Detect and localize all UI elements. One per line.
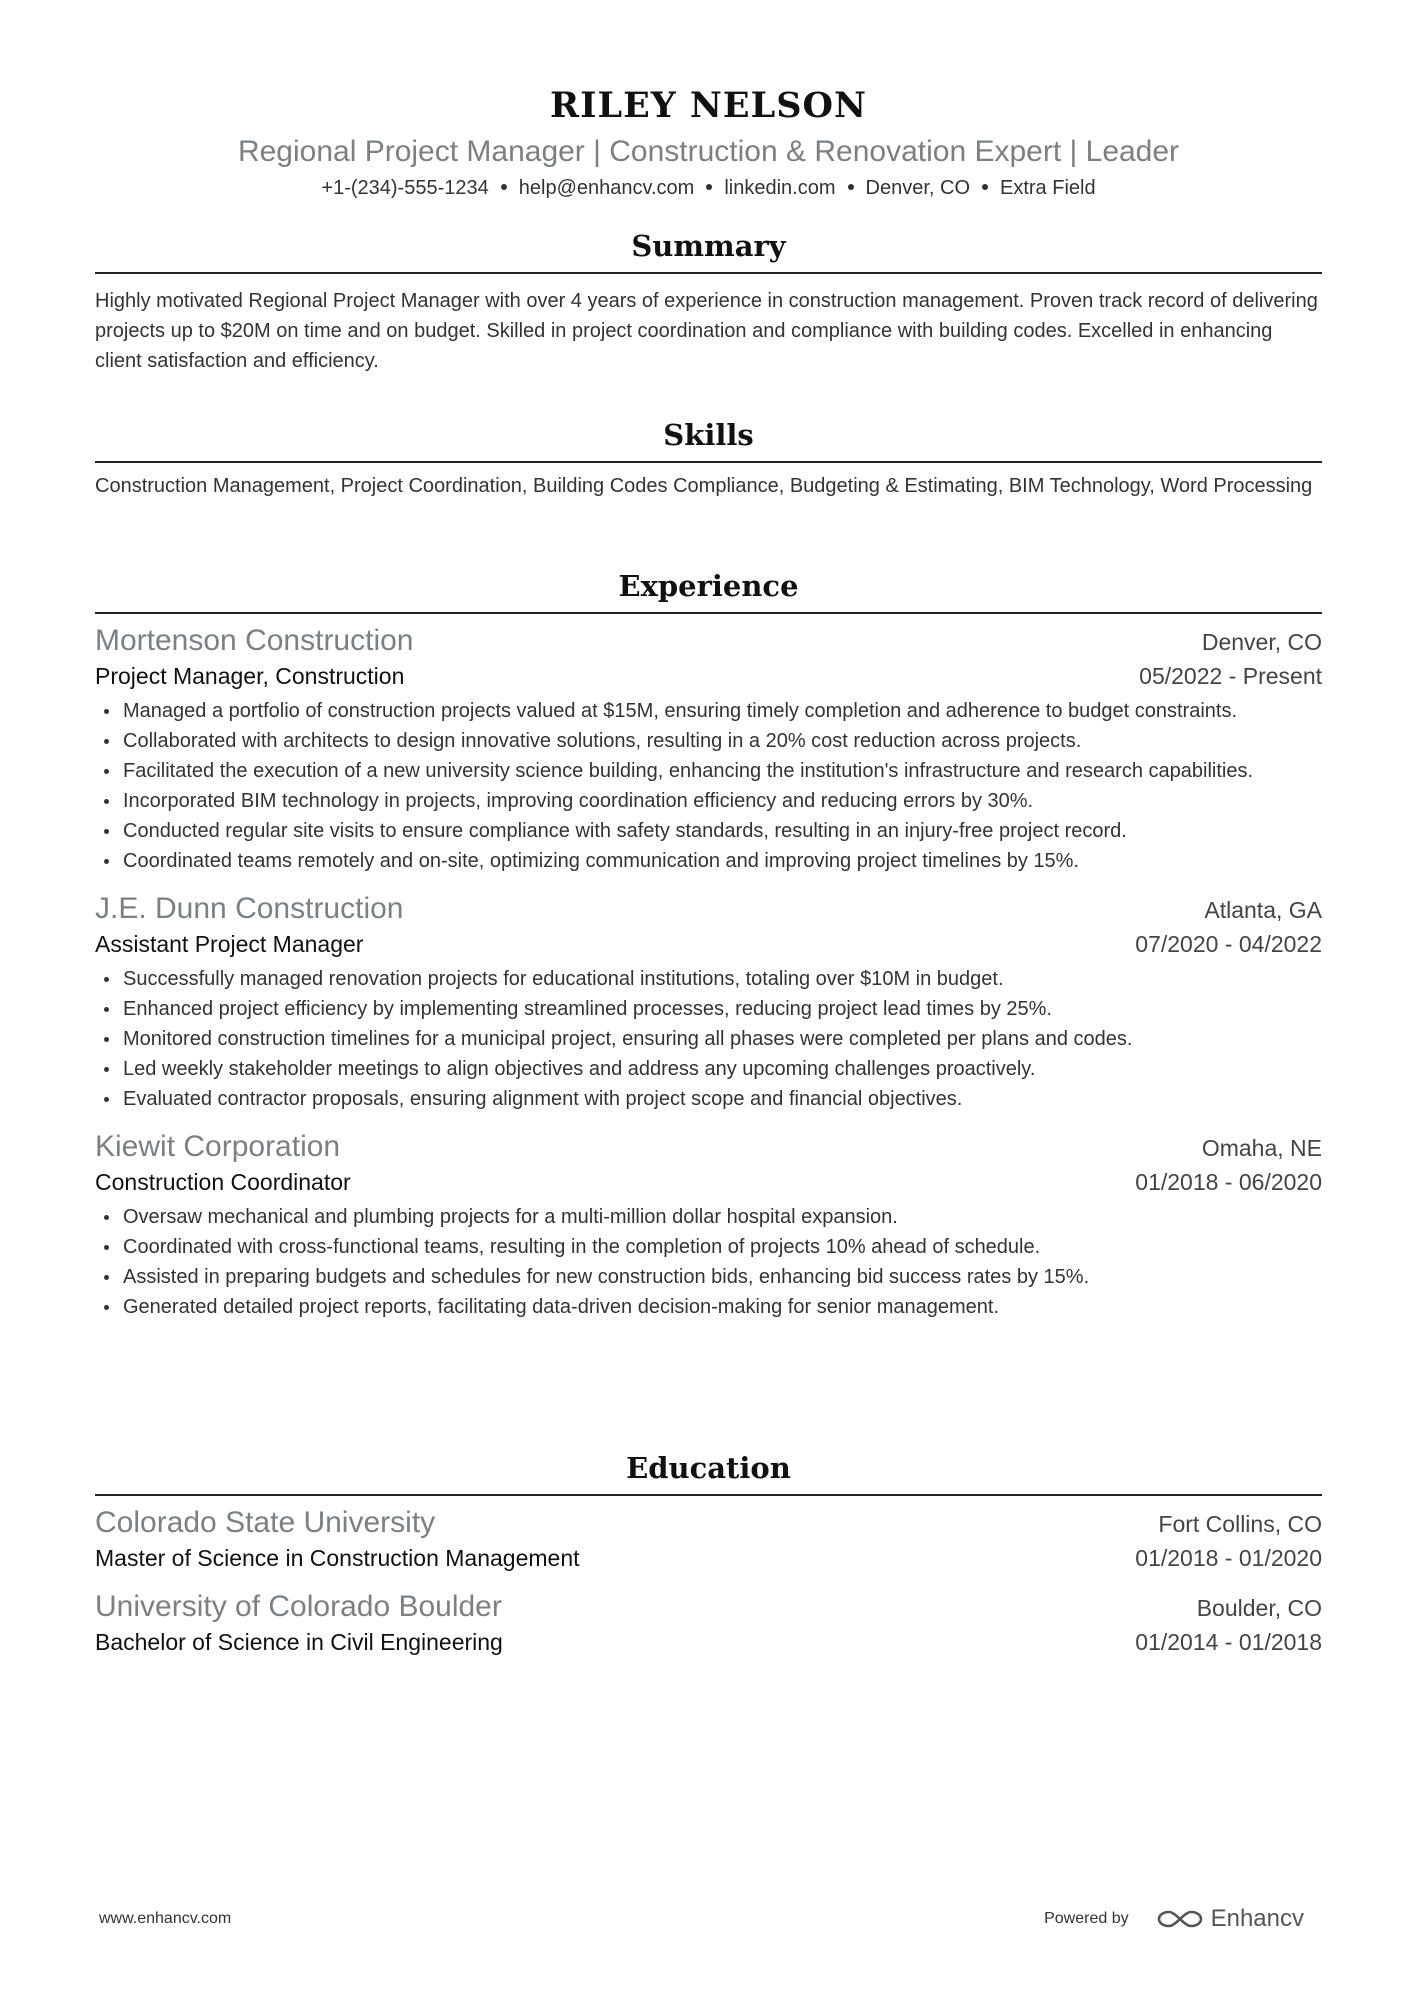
list-item: Monitored construction timelines for a municipal project, ensuring all phases were completed per plans and codes. — [95, 1024, 1322, 1054]
job-location: Denver, CO — [1201, 629, 1322, 655]
achievement-list — [95, 696, 1322, 876]
achievement-list — [95, 964, 1322, 1114]
brand-logo[interactable] — [1157, 1905, 1304, 1933]
achievement-list — [95, 1202, 1322, 1322]
contact-linkedin: linkedin.com — [724, 177, 836, 199]
degree: Bachelor of Science in Civil Engineering — [95, 1629, 503, 1655]
education-dates: 01/2018 - 01/2020 — [1135, 1545, 1322, 1571]
company-name: J.E. Dunn Construction — [95, 892, 404, 925]
school-name: University of Colorado Boulder — [95, 1590, 502, 1623]
section-divider — [95, 461, 1322, 463]
job-dates: 05/2022 - Present — [1139, 663, 1322, 689]
education-section — [95, 1448, 1322, 1658]
section-title-experience: Experience — [618, 569, 799, 603]
enhancv-logo-icon — [1157, 1908, 1203, 1930]
education-entry — [95, 1504, 1322, 1574]
skills-section — [95, 415, 1322, 500]
education-entry — [95, 1588, 1322, 1658]
separator-dot-icon — [706, 184, 712, 190]
list-item: Managed a portfolio of construction projects valued at $15M, ensuring timely completion and adherence to budget constraints. — [95, 696, 1322, 726]
company-name: Kiewit Corporation — [95, 1130, 341, 1163]
powered-by-label: Powered by — [1044, 1910, 1129, 1927]
job-title: Assistant Project Manager — [95, 931, 364, 957]
education-dates: 01/2014 - 01/2018 — [1135, 1629, 1322, 1655]
list-item: Generated detailed project reports, facilitating data-driven decision-making for senior management. — [95, 1292, 1322, 1322]
experience-entry — [95, 622, 1322, 876]
list-item: Successfully managed renovation projects for educational institutions, totaling over $10M in budget. — [95, 964, 1322, 994]
school-name: Colorado State University — [95, 1506, 436, 1539]
section-divider — [95, 612, 1322, 614]
list-item: Enhanced project efficiency by implementing streamlined processes, reducing project lead times by 25%. — [95, 994, 1322, 1024]
list-item: Evaluated contractor proposals, ensuring alignment with project scope and financial objectives. — [95, 1084, 1322, 1114]
list-item: Collaborated with architects to design innovative solutions, resulting in a 20% cost reduction across projects. — [95, 726, 1322, 756]
separator-dot-icon — [848, 184, 854, 190]
summary-section — [95, 226, 1322, 376]
list-item: Conducted regular site visits to ensure compliance with safety standards, resulting in an injury-free project record. — [95, 816, 1322, 846]
job-dates: 07/2020 - 04/2022 — [1135, 931, 1322, 957]
contact-location: Denver, CO — [865, 177, 970, 199]
resume-header — [95, 84, 1322, 202]
job-dates: 01/2018 - 06/2020 — [1135, 1169, 1322, 1195]
footer-website-link[interactable]: www.enhancv.com — [99, 1910, 232, 1927]
list-item: Facilitated the execution of a new university science building, enhancing the institution's infrastructure and research capabilities. — [95, 756, 1322, 786]
section-title-skills: Skills — [663, 418, 754, 452]
page-footer — [99, 1905, 1304, 1933]
section-divider — [95, 1494, 1322, 1496]
experience-section — [95, 566, 1322, 1322]
section-title-education: Education — [626, 1451, 791, 1485]
list-item: Coordinated teams remotely and on-site, optimizing communication and improving project timelines by 15%. — [95, 846, 1322, 876]
separator-dot-icon — [982, 184, 988, 190]
job-location: Omaha, NE — [1201, 1135, 1322, 1161]
headline: Regional Project Manager | Construction & Renovation Expert | Leader — [237, 135, 1180, 168]
school-location: Boulder, CO — [1196, 1595, 1322, 1621]
list-item: Incorporated BIM technology in projects, improving coordination efficiency and reducing errors by 30%. — [95, 786, 1322, 816]
powered-by — [1044, 1905, 1304, 1933]
school-location: Fort Collins, CO — [1158, 1511, 1322, 1537]
list-item: Assisted in preparing budgets and schedules for new construction bids, enhancing bid success rates by 15%. — [95, 1262, 1322, 1292]
summary-text: Highly motivated Regional Project Manager with over 4 years of experience in construction management. Proven track record of delivering projects up to $20M on time and on budget. Skilled in project coordination and compliance with building codes. Excelled in enhancing client satisfaction and efficiency. — [95, 290, 1318, 372]
degree: Master of Science in Construction Management — [95, 1545, 580, 1571]
contact-email: help@enhancv.com — [518, 177, 695, 199]
candidate-name: RILEY NELSON — [550, 85, 867, 126]
list-item: Coordinated with cross-functional teams, resulting in the completion of projects 10% ahead of schedule. — [95, 1232, 1322, 1262]
skills-text: Construction Management, Project Coordination, Building Codes Compliance, Budgeting & Estimating, BIM Technology, Word Processing — [95, 475, 1313, 497]
experience-entry — [95, 890, 1322, 1114]
experience-entry — [95, 1128, 1322, 1322]
section-title-summary: Summary — [631, 229, 786, 263]
contact-extra: Extra Field — [1000, 177, 1096, 199]
contact-phone: +1-(234)-555-1234 — [321, 177, 489, 199]
job-title: Project Manager, Construction — [95, 663, 405, 689]
list-item: Oversaw mechanical and plumbing projects for a multi-million dollar hospital expansion. — [95, 1202, 1322, 1232]
brand-name: Enhancv — [1210, 1905, 1304, 1932]
job-location: Atlanta, GA — [1204, 897, 1322, 923]
section-divider — [95, 272, 1322, 274]
job-title: Construction Coordinator — [95, 1169, 351, 1195]
list-item: Led weekly stakeholder meetings to align objectives and address any upcoming challenges proactively. — [95, 1054, 1322, 1084]
separator-dot-icon — [501, 184, 507, 190]
contact-line — [95, 174, 1322, 202]
company-name: Mortenson Construction — [95, 624, 414, 657]
